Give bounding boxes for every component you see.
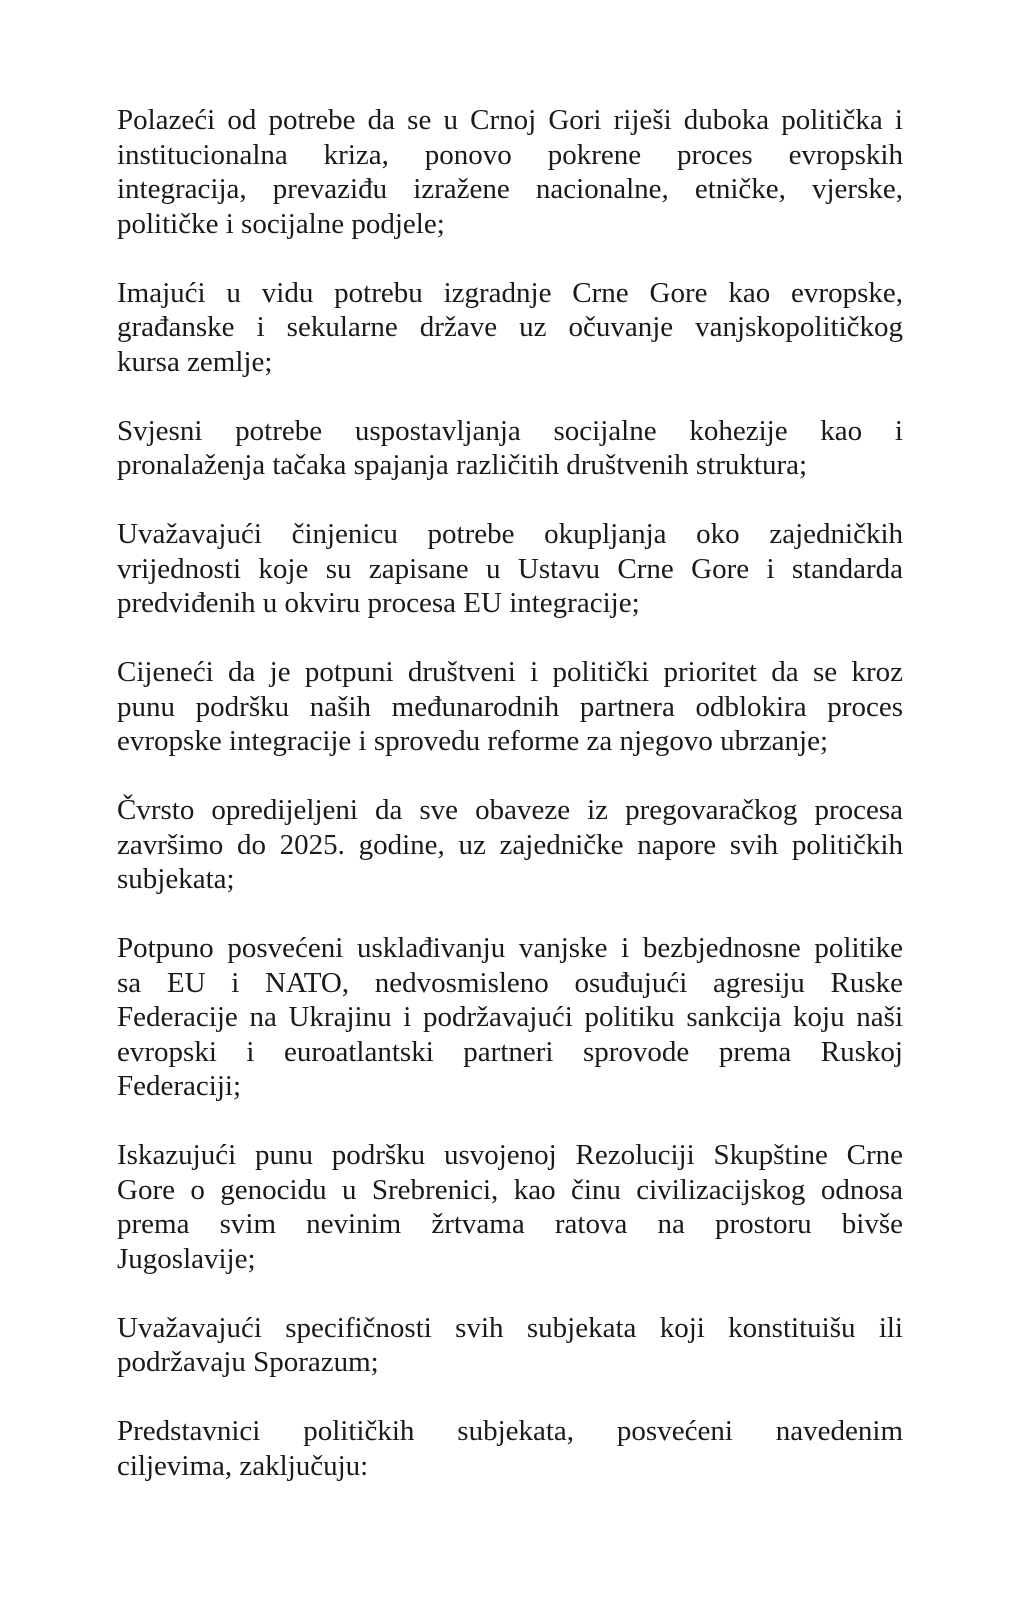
paragraph-cijeneci (117, 655, 903, 759)
text-line: vrijednosti koje su zapisane u Ustavu Crne Gore i standarda (117, 552, 903, 585)
text-line: Iskazujući punu podršku usvojenoj Rezoluciji Skupštine Crne (117, 1139, 903, 1171)
text-line: Polazeći od potrebe da se u Crnoj Gori riješi duboka politička i (117, 104, 903, 136)
text-line: Predstavnici političkih subjekata, posvećeni navedenim (117, 1415, 903, 1447)
text-line: kursa zemlje; (117, 345, 273, 378)
paragraph-imajuci (117, 276, 903, 380)
text-line: institucionalna kriza, ponovo pokrene proces evropskih (117, 138, 903, 171)
text-line: Svjesni potrebe uspostavljanja socijalne kohezije kao i (117, 414, 903, 447)
text-line: Federaciji; (117, 1070, 242, 1102)
text-line: ciljevima, zaključuju: (117, 1449, 369, 1482)
text-line: podržavaju Sporazum; (117, 1346, 379, 1378)
text-line: subjekata; (117, 863, 235, 895)
text-line: Federacije na Ukrajinu i podržavajući politiku sankcija koju naši (117, 1001, 903, 1033)
text-line: Gore o genocidu u Srebrenici, kao činu civilizacijskog odnosa (117, 1173, 903, 1206)
text-line: Jugoslavije; (117, 1242, 256, 1275)
paragraph-predstavnici (117, 1414, 903, 1483)
text-line: integracija, prevaziđu izražene nacionalne, etničke, vjerske, (117, 173, 903, 205)
text-line: Potpuno posvećeni usklađivanju vanjske i bezbjednosne politike (117, 932, 903, 964)
text-line: predviđenih u okviru procesa EU integracije; (117, 587, 640, 619)
text-line: Uvažavajući specifičnosti svih subjekata koji konstituišu ili (117, 1311, 903, 1344)
paragraph-uvazavajuci-specificnosti (117, 1311, 903, 1380)
text-line: prema svim nevinim žrtvama ratova na prostoru bivše (117, 1208, 903, 1240)
paragraph-svjesni (117, 414, 903, 483)
text-line: završimo do 2025. godine, uz zajedničke napore svih političkih (117, 828, 903, 861)
text-line: pronalaženja tačaka spajanja različitih društvenih struktura; (117, 449, 808, 481)
text-line: Čvrsto opredijeljeni da sve obaveze iz pregovaračkog procesa (117, 794, 903, 826)
paragraph-cvrsto (117, 793, 903, 897)
text-line: punu podršku naših međunarodnih partnera odblokira proces (117, 690, 903, 723)
text-line: evropski i euroatlantski partneri sprovode prema Ruskoj (117, 1035, 903, 1068)
text-line: građanske i sekularne države uz očuvanje vanjskopolitičkog (117, 311, 903, 343)
paragraph-potpuno (117, 931, 903, 1104)
text-line: evropske integracije i sprovedu reforme za njegovo ubrzanje; (117, 725, 829, 757)
text-line: Cijeneći da je potpuni društveni i politički prioritet da se kroz (117, 656, 903, 688)
text-line: Imajući u vidu potrebu izgradnje Crne Gore kao evropske, (117, 276, 903, 309)
paragraph-polazeci (117, 103, 903, 241)
text-line: političke i socijalne podjele; (117, 207, 445, 240)
paragraph-uvazavajuci-cinjenicu (117, 517, 903, 621)
document-body (117, 103, 903, 1518)
paragraph-iskazujuci (117, 1138, 903, 1276)
text-line: Uvažavajući činjenicu potrebe okupljanja oko zajedničkih (117, 518, 903, 550)
text-line: sa EU i NATO, nedvosmisleno osuđujući agresiju Ruske (117, 966, 903, 999)
